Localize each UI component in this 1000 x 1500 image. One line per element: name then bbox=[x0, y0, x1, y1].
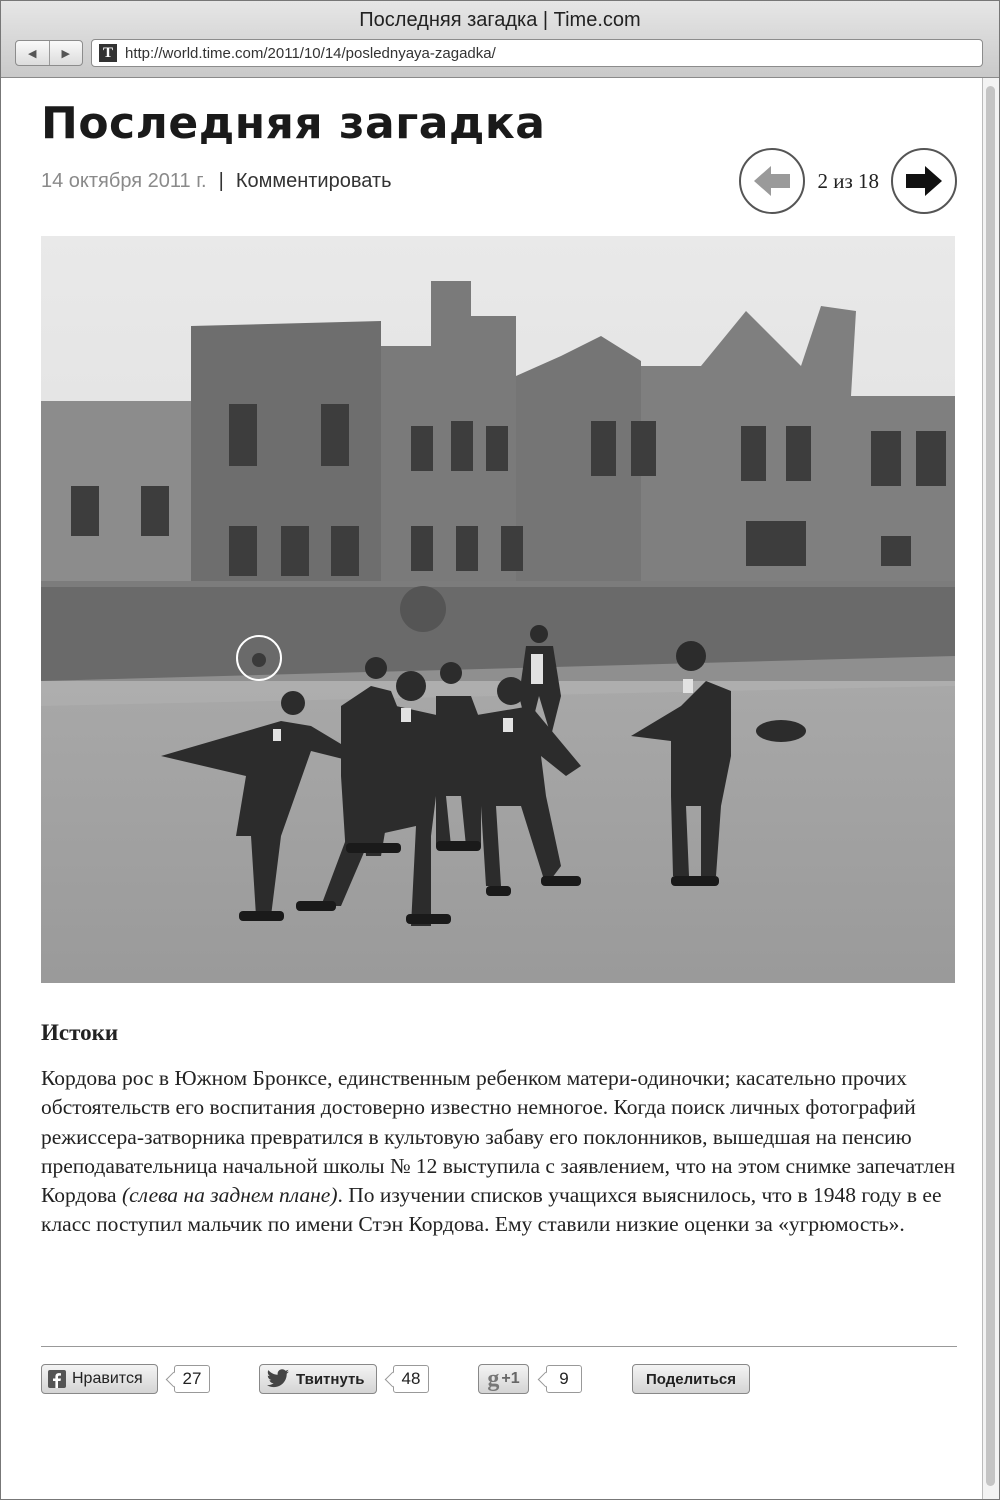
site-favicon-icon: T bbox=[99, 44, 117, 62]
article-meta bbox=[41, 170, 392, 193]
vertical-scrollbar[interactable] bbox=[982, 78, 999, 1499]
meta-separator: | bbox=[218, 170, 224, 192]
window-title: Последняя загадка | Time.com bbox=[359, 9, 641, 31]
url-text[interactable]: http://world.time.com/2011/10/14/poslednyaya-zagadka/ bbox=[125, 44, 496, 62]
tweet-button[interactable] bbox=[259, 1364, 377, 1394]
comment-link[interactable]: Комментировать bbox=[235, 170, 392, 192]
facebook-icon bbox=[48, 1370, 66, 1388]
browser-forward-icon[interactable]: ▶ bbox=[61, 47, 70, 60]
divider bbox=[41, 1346, 957, 1347]
scrollbar-thumb[interactable] bbox=[986, 86, 995, 1486]
browser-toolbar bbox=[1, 1, 999, 78]
paragraph-text-end: . По изучении списков учащихся выяснилось, что в 1948 году в ее класс поступил мальчик по имени Стэн Кордова. Ему ставили низкие оценки за «угрюмость». bbox=[41, 1183, 942, 1237]
slide-counter: 2 из 18 bbox=[817, 168, 879, 193]
share-label: Поделиться bbox=[645, 1370, 737, 1388]
address-bar[interactable] bbox=[91, 39, 983, 67]
arrow-left-icon bbox=[752, 164, 792, 198]
tweet-label: Твитнуть bbox=[296, 1370, 365, 1388]
publish-date: 14 октября 2011 г. bbox=[41, 170, 207, 192]
page-title: Последняя загадка bbox=[41, 98, 546, 149]
section-heading: Истоки bbox=[41, 1020, 119, 1045]
social-bar bbox=[41, 1364, 957, 1398]
share-button[interactable] bbox=[632, 1364, 750, 1394]
facebook-like-button[interactable] bbox=[41, 1364, 158, 1394]
google-plus-icon: g bbox=[487, 1366, 500, 1392]
like-count bbox=[174, 1365, 210, 1393]
gplus-count-value: 9 bbox=[559, 1369, 569, 1388]
article-photo[interactable] bbox=[41, 236, 955, 983]
gplus-label: +1 bbox=[501, 1370, 520, 1387]
paragraph-text-start: Кордова рос в Южном Бронксе, единственным ребенком матери-одиночки; касательно прочих обстоятельств его воспитания достоверно известно немногое. Когда поиск личных фотографий режиссера-затворника превратился в культовую забаву его поклонников, вышедшая на пенсию преподавательница начальной школы № 12 выступила с заявлением, что на этом снимке запечатлен Кордова bbox=[41, 1066, 956, 1208]
article-paragraph bbox=[41, 1064, 957, 1240]
tweet-count bbox=[393, 1365, 429, 1393]
twitter-bird-icon bbox=[266, 1369, 290, 1389]
paragraph-italic: (слева на заднем плане) bbox=[121, 1183, 338, 1208]
google-plus-button[interactable] bbox=[478, 1364, 529, 1394]
like-label: Нравится bbox=[72, 1370, 143, 1387]
arrow-right-icon bbox=[904, 164, 944, 198]
gplus-count bbox=[546, 1365, 582, 1393]
next-slide-button[interactable] bbox=[891, 148, 957, 214]
prev-slide-button[interactable] bbox=[739, 148, 805, 214]
browser-back-icon[interactable]: ◀ bbox=[16, 41, 50, 65]
history-nav bbox=[15, 40, 83, 66]
tweet-count-value: 48 bbox=[401, 1369, 421, 1388]
gallery-pager bbox=[739, 148, 957, 214]
like-count-value: 27 bbox=[182, 1369, 202, 1388]
